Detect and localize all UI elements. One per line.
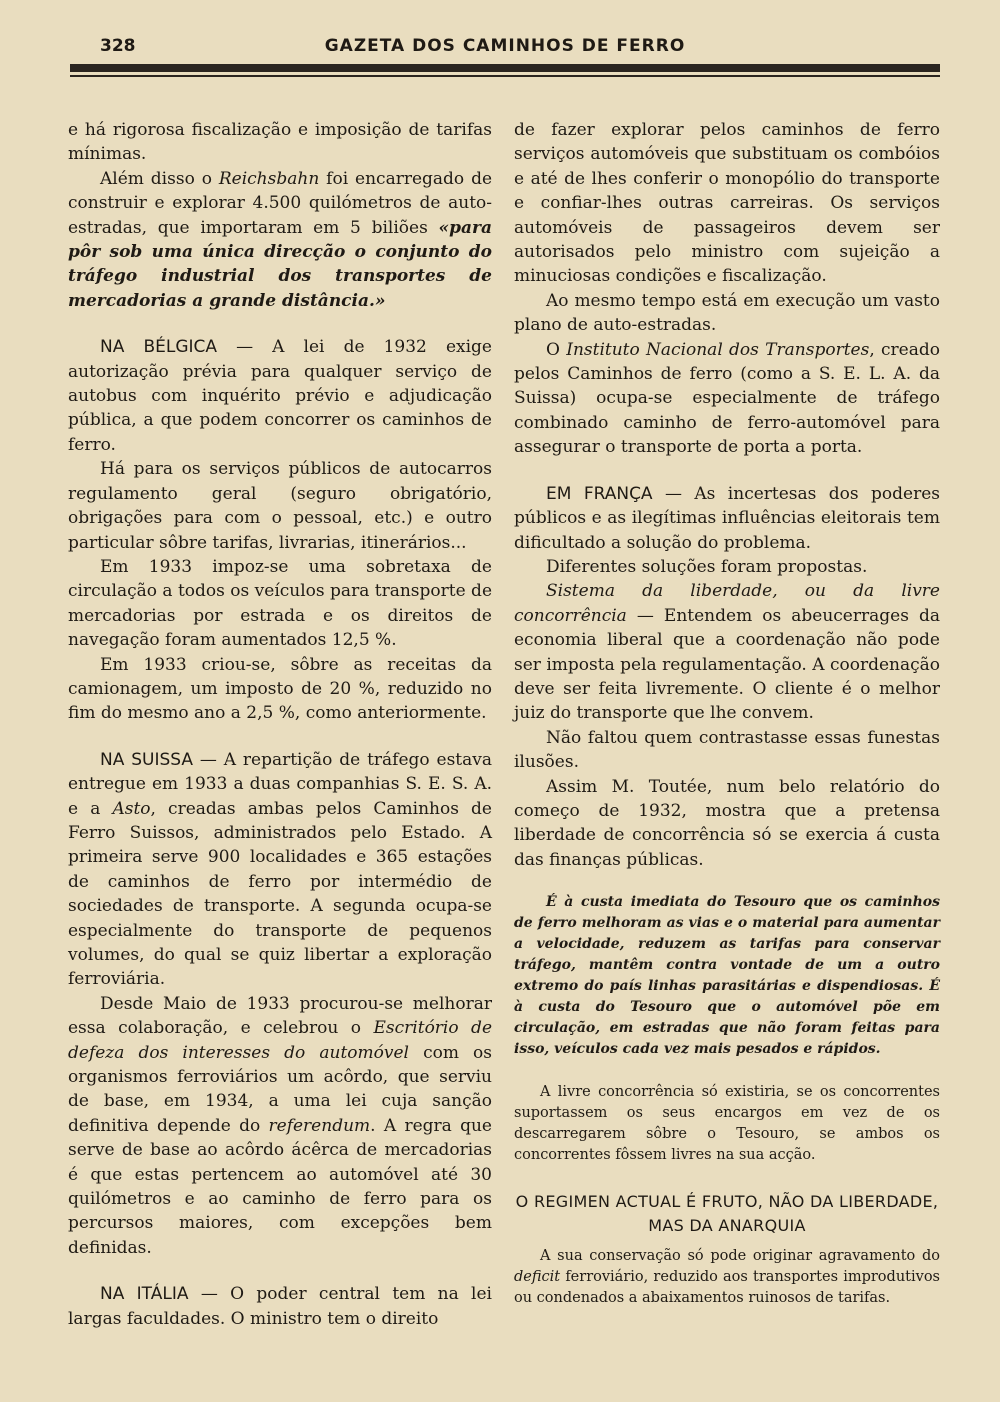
page-number: 328 bbox=[100, 36, 136, 56]
italic-term: Reichsbahn bbox=[218, 168, 320, 189]
italic-term: Sistema da liberdade, ou da livre concorrência bbox=[514, 581, 940, 626]
section-heading: NA BÉLGICA bbox=[100, 337, 217, 358]
text: — Entendem os abeucerrages da economia liberal que a coordenação não pode ser imposta pela regulamentação. A coordenação deve ser feita livremente. O cliente é o melhor juiz do transporte que lhe convem. bbox=[514, 605, 940, 724]
italic-term: Instituto Nacional dos Transportes bbox=[566, 339, 870, 360]
paragraph-small: A livre concorrência só existiria, se os concorrentes suportassem os seus encargos em vez de os descarregarem sôbre o Tesouro, se ambos os concorrentes fôssem livres na sua acção. bbox=[514, 1084, 940, 1164]
text: com os organismos ferroviários um acôrdo, que serviu de base, em 1934, a uma lei cuja sanção definitiva depende do bbox=[68, 1042, 492, 1136]
italic-term: Asto bbox=[112, 798, 151, 819]
text: O bbox=[546, 339, 567, 360]
journal-title: GAZETA DOS CAMINHOS DE FERRO bbox=[324, 36, 686, 56]
section-italia bbox=[68, 1282, 492, 1331]
header-rule-thin bbox=[70, 75, 940, 77]
paragraph: Em 1933 impoz-se uma sobretaxa de circulação a todos os veículos para transporte de mercadorias por estrada e os direitos de navegação foram aumentados 12,5 %. bbox=[68, 556, 492, 651]
italic-term: deficit bbox=[514, 1269, 561, 1286]
text: Desde Maio de 1933 procurou-se melhorar essa colaboração, e celebrou o bbox=[68, 993, 492, 1039]
text: . A regra que serve de base ao acôrdo ácêrca de mercadorias é que estas pertencem ao automóvel até 30 quilómetros e ao caminho de ferro para os percursos maiores, com excepções bem definidas. bbox=[68, 1115, 492, 1258]
paragraph: Ao mesmo tempo está em execução um vasto plano de auto-estradas. bbox=[514, 290, 940, 336]
left-column bbox=[68, 118, 492, 1331]
header-rule-thick bbox=[70, 64, 940, 72]
quoted-text: «para pôr sob uma única direcção o conjunto do tráfego industrial dos transportes de mercadorias a grande distância.» bbox=[68, 217, 492, 311]
right-column bbox=[514, 118, 940, 1309]
section-heading: NA ITÁLIA bbox=[100, 1284, 189, 1305]
paragraph: Não faltou quem contrastasse essas funestas ilusões. bbox=[514, 727, 940, 773]
paragraph-deficit bbox=[514, 1246, 940, 1309]
text: , creadas ambas pelos Caminhos de Ferro Suissos, administrados pelo Estado. A primeira serve 900 localidades e 365 estações de caminhos de ferro por intermédio de sociedades de transporte. A segunda ocupa-se especialmente do transporte de pequenos volumes, do qual se quiz libertar a exploração ferroviária. bbox=[68, 798, 492, 990]
paragraph: Em 1933 criou-se, sôbre as receitas da camionagem, um imposto de 20 %, reduzido no fim do mesmo ano a 2,5 %, como anteriormente. bbox=[68, 654, 492, 724]
text: — A lei de 1932 exige autorização prévia para qualquer serviço de autobus com inquérito prévio e adjudicação pública, a que podem concorrer os caminhos de ferro. bbox=[68, 337, 492, 455]
paragraph: Assim M. Toutée, num belo relatório do começo de 1932, mostra que a pretensa liberdade de concorrência só se exercia á custa das finanças públicas. bbox=[514, 776, 940, 870]
paragraph: de fazer explorar pelos caminhos de ferro serviços automóveis que substituam os combóios e até de lhes conferir o monopólio do transporte e confiar-lhes outras carreiras. Os serviços automóveis de passageiros devem ser autorisados pelo ministro com sujeição a minuciosas condições e fiscalização. bbox=[514, 120, 940, 287]
paragraph-reichsbahn bbox=[68, 167, 492, 313]
section-belgica bbox=[68, 335, 492, 457]
italic-term: referendum bbox=[268, 1115, 371, 1136]
paragraph: Diferentes soluções foram propostas. bbox=[546, 556, 868, 577]
block-quote: É à custa imediata do Tesouro que os caminhos de ferro melhoram as vias e o material para aumentar a velocidade, reduzem as tarifas para conservar tráfego, mantêm contra vontade de um a outro extremo do país linhas parasitárias e dispendiosas. É à custa do Tesouro que o automóvel põe em circulação, em estradas que não foram feitas para isso, veículos cada vez mais pesados e rápidos. bbox=[514, 894, 940, 1058]
italic-term: Escritório de defeza dos interesses do automóvel bbox=[68, 1018, 492, 1063]
section-heading: EM FRANÇA bbox=[546, 483, 653, 504]
paragraph: e há rigorosa fiscalização e imposição de tarifas mínimas. bbox=[68, 120, 492, 165]
running-header bbox=[70, 36, 940, 58]
text: — As incertesas dos poderes públicos e as ilegítimas influências eleitorais tem dificultado a solução do problema. bbox=[514, 483, 941, 553]
paragraph-escritorio bbox=[68, 992, 492, 1260]
text: ferroviário, reduzido aos transportes improdutivos ou condenados a abaixamentos ruinosos de tarifas. bbox=[514, 1269, 940, 1307]
section-franca bbox=[514, 482, 940, 555]
text: , creado pelos Caminhos de ferro (como a S. E. L. A. da Suissa) ocupa-se especialmente de tráfego combinado caminho de ferro-automóvel para assegurar o transporte de porta a porta. bbox=[514, 339, 940, 458]
text: — A repartição de tráfego estava entregue em 1933 a duas companhias S. E. S. A. e a bbox=[68, 749, 492, 819]
section-heading-regimen: O REGIMEN ACTUAL É FRUTO, NÃO DA LIBERDADE, MAS DA ANARQUIA bbox=[515, 1192, 939, 1236]
paragraph-instituto bbox=[514, 338, 940, 460]
text: A sua conservação só pode originar agravamento do bbox=[540, 1248, 940, 1265]
text: — O poder central tem na lei largas faculdades. O ministro tem o direito bbox=[68, 1284, 492, 1329]
section-heading: NA SUISSA bbox=[100, 749, 193, 770]
text: Além disso o bbox=[100, 168, 219, 189]
paragraph: Há para os serviços públicos de autocarros regulamento geral (seguro obrigatório, obrigações para com o pessoal, etc.) e outro particular sôbre tarifas, livrarias, itinerários... bbox=[68, 459, 492, 553]
paragraph-sistema bbox=[514, 579, 940, 725]
section-suissa bbox=[68, 748, 492, 992]
text: foi encarregado de construir e explorar 4.500 quilómetros de auto-estradas, que importaram em 5 biliões bbox=[68, 168, 493, 238]
